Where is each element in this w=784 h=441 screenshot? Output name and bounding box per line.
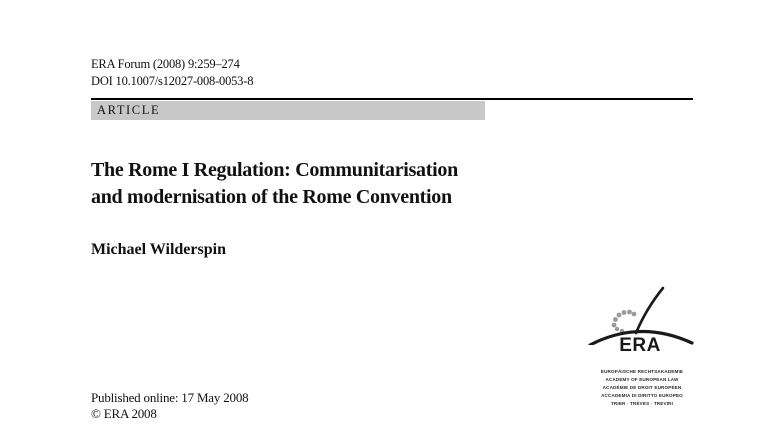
- article-type-band: [91, 101, 485, 120]
- quill-stroke: [636, 288, 663, 333]
- author-name: Michael Wilderspin: [91, 241, 226, 258]
- star-ring-icon: [612, 310, 637, 334]
- journal-reference: ERA Forum (2008) 9:259–274: [91, 57, 240, 71]
- paper-title: [91, 157, 458, 211]
- doi-line: DOI 10.1007/s12027-008-0053-8: [91, 74, 254, 88]
- header-rule: [91, 98, 693, 100]
- paper-title-line-2: and modernisation of the Rome Convention: [91, 186, 452, 208]
- era-subtitle-line: ACADEMY OF EUROPEAN LAW: [605, 377, 679, 382]
- era-subtitle-line: ACADÉMIE DE DROIT EUROPÉEN: [602, 385, 682, 390]
- era-subtitle-line: EUROPÄISCHE RECHTSAKADEMIE: [600, 369, 684, 374]
- article-type-label: ARTICLE: [97, 103, 161, 117]
- era-subtitle-line: TRIER · TRÈVES · TREVIRI: [610, 401, 674, 406]
- era-wordmark: ERA: [619, 335, 661, 356]
- paper-title-line-1: The Rome I Regulation: Communitarisation: [91, 159, 458, 181]
- era-subtitle-line: ACCADEMIA DI DIRITTO EUROPEO: [601, 393, 683, 398]
- era-subtitle: [596, 368, 688, 408]
- copyright-notice: © ERA 2008: [91, 406, 157, 421]
- published-online-date: Published online: 17 May 2008: [91, 390, 249, 405]
